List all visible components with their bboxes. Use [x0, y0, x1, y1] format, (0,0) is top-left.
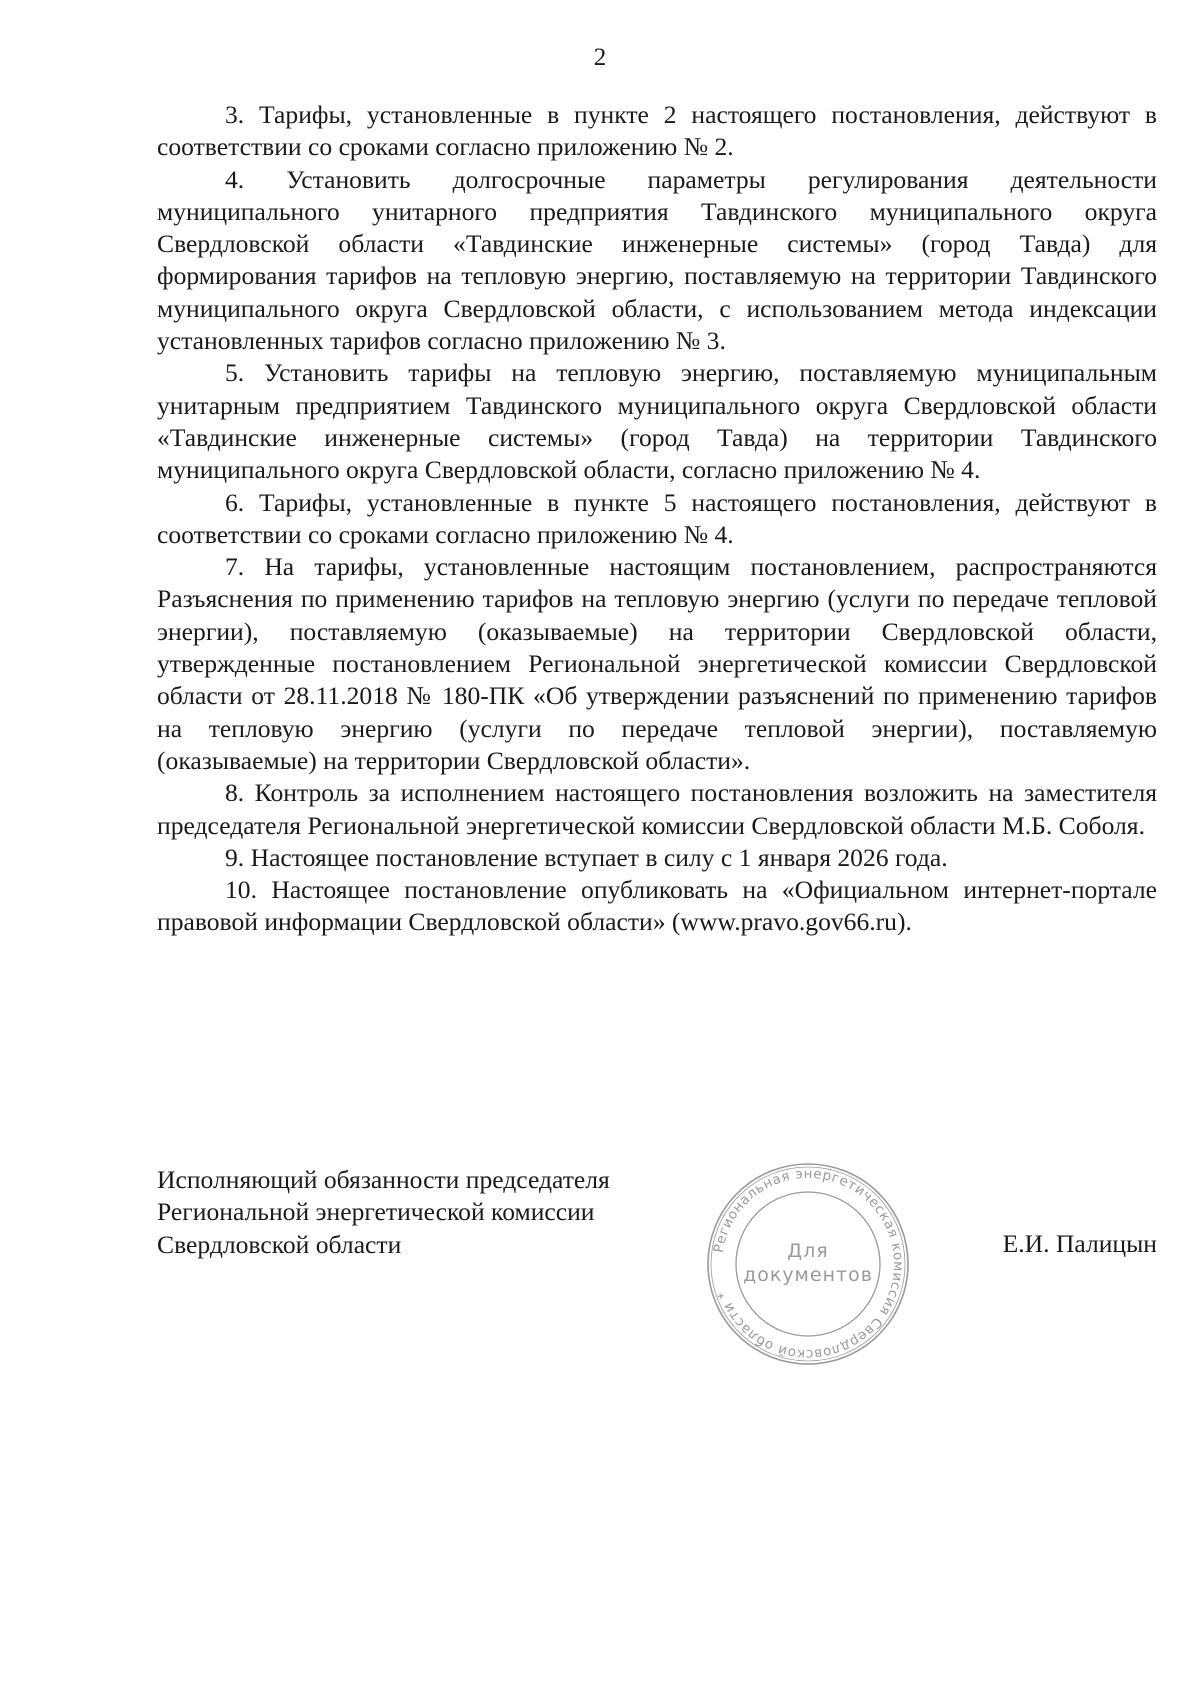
stamp-center-line-2: документов — [743, 1264, 873, 1286]
stamp-center-line-1: Для — [787, 1240, 829, 1262]
signatory-title-line: Свердловской области — [157, 1229, 402, 1259]
paragraph-7: 7. На тарифы, установленные настоящим постановлением, распространяются Разъяснения по применению тарифов на тепловую энергию (услуги по передаче тепловой энергии), поставляемую (оказываемые) на территории Свердловской области, утвержденные постановлением Региональной энергетической комиссии Свердловской области от 28.11.2018 № 180-ПК «Об утверждении разъяснений по применению тарифов на тепловую энергию (услуги по передаче тепловой энергии), поставляемую (оказываемые) на территории Свердловской области». — [157, 552, 1157, 775]
paragraph-5: 5. Установить тарифы на тепловую энергию, поставляемую муниципальным унитарным предприятием Тавдинского муниципального округа Свердловской области «Тавдинские инженерные системы» (город Тавда) на территории Тавдинского муниципального округа Свердловской области, согласно приложению № 4. — [157, 358, 1157, 485]
paragraph-9: 9. Настоящее постановление вступает в силу с 1 января 2026 года. — [225, 842, 948, 872]
signatory-title-line: Исполняющий обязанности председателя — [157, 1165, 610, 1194]
paragraph-6: 6. Тарифы, установленные в пункте 5 настоящего постановления, действуют в соответствии со сроками согласно приложению № 4. — [157, 487, 1157, 549]
paragraph-4: 4. Установить долгосрочные параметры регулирования деятельности муниципального унитарного предприятия Тавдинского муниципального округа Свердловской области «Тавдинские инженерные системы» (город Тавда) для формирования тарифов на тепловую энергию, поставляемую на территории Тавдинского муниципального округа Свердловской области, с использованием метода индексации установленных тарифов согласно приложению № 3. — [157, 164, 1157, 356]
signature-block — [157, 1164, 1157, 1294]
page-number: 2 — [593, 44, 607, 71]
official-stamp — [695, 1159, 921, 1369]
signatory-title — [157, 1164, 697, 1261]
stamp-ring-text: Региональная энергетическая комиссия Свердловской области * — [710, 1165, 907, 1363]
document-body — [157, 99, 1157, 939]
paragraph-10: 10. Настоящее постановление опубликовать на «Официальном интернет-портале правовой информации Свердловской области» (www.pravo.gov66.ru). — [157, 875, 1157, 937]
paragraph-8: 8. Контроль за исполнением настоящего постановления возложить на заместителя председателя Региональной энергетической комиссии Свердловской области М.Б. Соболя. — [157, 778, 1157, 840]
signatory-name: Е.И. Палицын — [1002, 1229, 1157, 1258]
paragraph-3: 3. Тарифы, установленные в пункте 2 настоящего постановления, действуют в соответствии со сроками согласно приложению № 2. — [157, 100, 1157, 162]
signatory-title-line: Региональной энергетической комиссии — [157, 1197, 595, 1227]
